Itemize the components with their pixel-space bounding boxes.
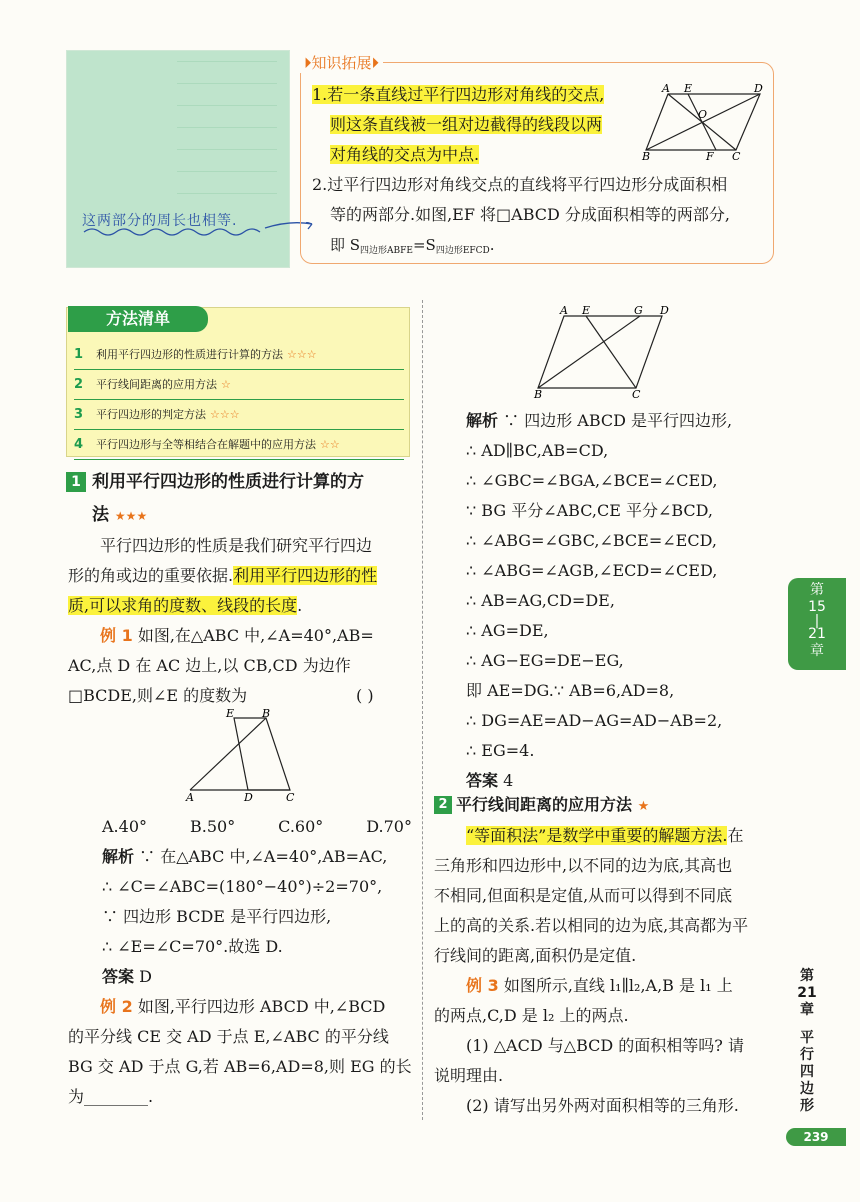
fig-label: B: [534, 388, 543, 398]
handwritten-note: 这两部分的周长也相等.: [82, 213, 238, 229]
method-stars: ☆☆☆: [287, 348, 317, 361]
knowledge-p2-line1: 2.过平行四边形对角线交点的直线将平行四边形分成面积相: [312, 175, 728, 194]
chapter-tab: [788, 578, 846, 670]
section2-para-line: 三角形和四边形中,以不同的边为底,其高也: [434, 856, 733, 875]
fig-label: B: [642, 150, 651, 162]
column-divider: [422, 300, 423, 1120]
option-d: D.70°: [366, 817, 412, 836]
example1-analysis-line: ∴ ∠C=∠ABC=(180°−40°)÷2=70°,: [102, 877, 383, 896]
methods-list: [74, 340, 404, 460]
fig-label: E: [582, 304, 591, 317]
example1-analysis-line: ∵ 在△ABC 中,∠A=40°,AB=AC,: [139, 847, 388, 866]
option-a: A.40°: [102, 817, 147, 836]
example2-analysis-line: ∴ AG−EG=DE−EG,: [466, 651, 624, 670]
fig-label: D: [754, 82, 763, 95]
example2-line4: 为________.: [68, 1087, 154, 1106]
method-stars: ☆: [221, 378, 231, 391]
fig-label: E: [226, 708, 235, 720]
method-number: 4: [74, 437, 84, 452]
example2-answer: 4: [503, 771, 514, 790]
fig-label: G: [634, 304, 643, 317]
example1-line2: AC,点 D 在 AC 边上,以 CB,CD 为边作: [68, 656, 351, 675]
fig-label: E: [684, 82, 693, 95]
method-stars: ☆☆☆: [210, 408, 240, 421]
methods-title: 方法清单: [68, 306, 208, 332]
example2-analysis-line: ∴ AB=AG,CD=DE,: [466, 591, 615, 610]
example1-label: 例 1: [100, 626, 133, 645]
knowledge-p1-line2: 则这条直线被一组对边截得的线段以两: [330, 115, 603, 134]
method-text: 平行四边形的判定方法: [96, 408, 206, 421]
example2-analysis-line: ∴ EG=4.: [466, 741, 535, 760]
example2-analysis-line: ∴ ∠ABG=∠AGB,∠ECD=∠CED,: [466, 561, 718, 580]
page-number: 239: [786, 1128, 846, 1146]
knowledge-equation: 即 $S_{四边形ABFE}=S_{四边形EFCD}$.: [330, 236, 495, 256]
example2-analysis-line: ∴ AG=DE,: [466, 621, 549, 640]
fig-label: B: [262, 708, 271, 720]
fig-label: C: [286, 791, 295, 804]
section1-para-line2a: 形的角或边的重要依据.: [68, 566, 234, 585]
section1-para-line2b: 利用平行四边形的性: [233, 566, 378, 585]
analysis-label: 解析: [102, 847, 135, 866]
example1-line3: □BCDE,则∠E 的度数为: [68, 686, 248, 705]
example2-analysis-line: 即 AE=DG.∵ AB=6,AD=8,: [466, 681, 675, 700]
knowledge-p1-line3: 对角线的交点为中点.: [330, 145, 480, 164]
example1-bracket: ( ): [356, 686, 374, 705]
method-text: 平行四边形与全等相结合在解题中的应用方法: [96, 438, 316, 451]
figure-example1: [180, 708, 300, 804]
answer-label: 答案: [466, 771, 499, 790]
title-deco-icon: ⏵: [371, 54, 380, 72]
figure-parallelogram-efo: [640, 80, 770, 162]
example1-answer: D: [139, 967, 152, 986]
example2-analysis: [466, 436, 722, 796]
method-number: 1: [74, 347, 84, 362]
example3-label: 例 3: [466, 976, 499, 995]
tab-char: |: [814, 613, 820, 629]
example2-analysis-line: ∵ BG 平分∠ABC,CE 平分∠BCD,: [466, 501, 714, 520]
fig-label: D: [660, 304, 669, 317]
example1-analysis-line: ∴ ∠E=∠C=70°.故选 D.: [102, 937, 283, 956]
period: .: [297, 596, 303, 615]
answer-label: 答案: [102, 967, 135, 986]
note-arrow: [80, 222, 320, 242]
tab-char: 章: [810, 643, 824, 659]
section2-para-hl: “等面积法”是数学中重要的解题方法.: [466, 826, 728, 845]
method-item: [74, 400, 404, 430]
knowledge-title: ⏵知识拓展⏵: [300, 52, 383, 73]
figure-example2: [530, 304, 680, 398]
example1-options: [102, 812, 412, 842]
fig-label: A: [560, 304, 568, 317]
section2-para-line: 在: [727, 826, 744, 845]
example3-line2: 的两点,C,D 是 l₂ 上的两点.: [434, 1006, 629, 1025]
fig-label: C: [732, 150, 741, 162]
example1-line1: 如图,在△ABC 中,∠A=40°,AB=: [137, 626, 374, 645]
section2-para-line: 不相同,但面积是定值,从而可以得到不同底: [434, 886, 733, 905]
example1-analysis-line: ∵ 四边形 BCDE 是平行四边形,: [102, 907, 332, 926]
section1-para-line3: 质,可以求角的度数、线段的长度: [68, 596, 298, 615]
fig-label: C: [632, 388, 641, 398]
section1-title-end: 法: [92, 505, 109, 525]
example3-q1: (1) △ACD 与△BCD 的面积相等吗? 请: [466, 1036, 744, 1055]
example2-line3: BG 交 AD 于点 G,若 AB=6,AD=8,则 EG 的长: [68, 1057, 412, 1076]
section2-para-line: 行线间的距离,面积仍是定值.: [434, 946, 637, 965]
option-c: C.60°: [278, 817, 324, 836]
fig-label: A: [186, 791, 194, 804]
example3-q2: (2) 请写出另外两对面积相等的三角形.: [466, 1096, 739, 1115]
example3-q1b: 说明理由.: [434, 1066, 504, 1085]
example2-analysis-line: ∴ ∠ABG=∠GBC,∠BCE=∠ECD,: [466, 531, 717, 550]
example3-line1: 如图所示,直线 l₁∥l₂,A,B 是 l₁ 上: [503, 976, 733, 995]
tab-char: 第: [810, 582, 824, 598]
method-text: 平行线间距离的应用方法: [96, 378, 217, 391]
difficulty-stars: ★: [637, 799, 650, 814]
analysis-label: 解析: [466, 411, 499, 430]
tab-char: 15: [808, 599, 826, 615]
example2-analysis-line: ∴ AD∥BC,AB=CD,: [466, 441, 609, 460]
method-item: [74, 430, 404, 460]
fig-label: F: [706, 150, 714, 162]
fig-label: A: [662, 82, 670, 95]
method-stars: ☆☆: [320, 438, 340, 451]
section1-title: 利用平行四边形的性质进行计算的方: [92, 472, 364, 492]
method-text: 利用平行四边形的性质进行计算的方法: [96, 348, 283, 361]
fig-label: O: [698, 108, 708, 121]
section2-para-line: 上的高的关系.若以相同的边为底,其高都为平: [434, 916, 749, 935]
method-item: [74, 340, 404, 370]
example2-analysis-line: ∴ DG=AE=AD−AG=AD−AB=2,: [466, 711, 723, 730]
fig-label: D: [244, 791, 253, 804]
tab-char: 21: [808, 626, 826, 642]
section1-para-line1: 平行四边形的性质是我们研究平行四边: [100, 536, 373, 555]
method-number: 3: [74, 407, 84, 422]
example2-label: 例 2: [100, 997, 133, 1016]
example2-analysis-line: ∴ ∠GBC=∠BGA,∠BCE=∠CED,: [466, 471, 718, 490]
example2-line1: 如图,平行四边形 ABCD 中,∠BCD: [137, 997, 386, 1016]
title-deco-icon: ⏵: [304, 54, 312, 72]
example2-analysis-first: ∵ 四边形 ABCD 是平行四边形,: [503, 411, 733, 430]
example2-line2: 的平分线 CE 交 AD 于点 E,∠ABC 的平分线: [68, 1027, 389, 1046]
knowledge-p1-line1: 1.若一条直线过平行四边形对角线的交点,: [312, 85, 605, 104]
section1-num: 1: [66, 472, 86, 492]
section2-title: 平行线间距离的应用方法: [456, 795, 633, 814]
knowledge-p2-line2: 等的两部分.如图,EF 将□ABCD 分成面积相等的两部分,: [330, 205, 731, 224]
section2-num: 2: [434, 796, 452, 814]
method-number: 2: [74, 377, 84, 392]
option-b: B.50°: [189, 817, 236, 836]
difficulty-stars: ★★★: [114, 509, 148, 523]
method-item: [74, 370, 404, 400]
chapter-title-vertical: 平 行 四 边 形: [800, 1030, 814, 1114]
chapter-label: 第 21 章: [797, 968, 817, 1018]
